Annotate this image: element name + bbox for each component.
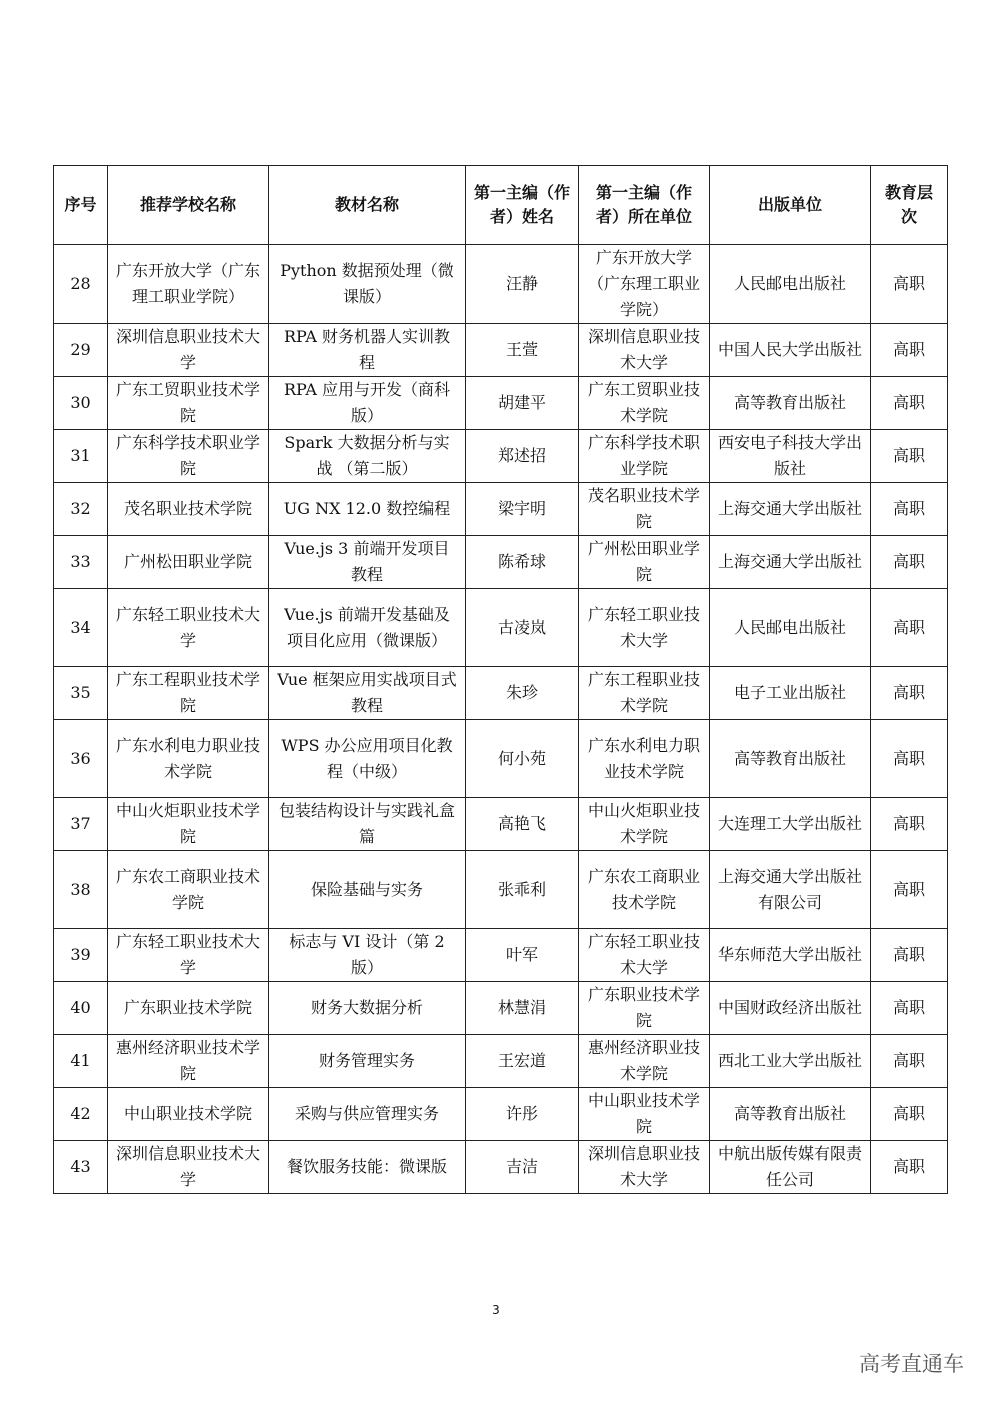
- cell-textbook: 标志与 VI 设计（第 2 版）: [269, 929, 466, 982]
- cell-publisher: 西安电子科技大学出版社: [710, 430, 871, 483]
- table-row: [54, 430, 948, 483]
- cell-editor-unit: 茂名职业技术学院: [579, 483, 710, 536]
- cell-index: 41: [54, 1035, 108, 1088]
- cell-editor: 王宏道: [466, 1035, 579, 1088]
- cell-editor-unit: 深圳信息职业技术大学: [579, 324, 710, 377]
- cell-school: 深圳信息职业技术大学: [108, 1141, 269, 1194]
- cell-publisher: 高等教育出版社: [710, 377, 871, 430]
- cell-editor: 古凌岚: [466, 589, 579, 667]
- cell-textbook: 财务大数据分析: [269, 982, 466, 1035]
- watermark: 高考直通车: [859, 1352, 964, 1376]
- cell-school: 广东科学技术职业学院: [108, 430, 269, 483]
- cell-index: 28: [54, 245, 108, 324]
- header-textbook: 教材名称: [269, 166, 466, 245]
- cell-index: 34: [54, 589, 108, 667]
- cell-editor: 郑述招: [466, 430, 579, 483]
- cell-editor-unit: 广州松田职业学院: [579, 536, 710, 589]
- cell-editor-unit: 广东农工商职业技术学院: [579, 851, 710, 929]
- cell-school: 深圳信息职业技术大学: [108, 324, 269, 377]
- cell-school: 中山火炬职业技术学院: [108, 798, 269, 851]
- cell-textbook: Python 数据预处理（微课版）: [269, 245, 466, 324]
- cell-textbook: Spark 大数据分析与实战 （第二版）: [269, 430, 466, 483]
- cell-school: 中山职业技术学院: [108, 1088, 269, 1141]
- header-editor-unit: 第一主编（作者）所在单位: [579, 166, 710, 245]
- cell-publisher: 人民邮电出版社: [710, 589, 871, 667]
- cell-textbook: Vue 框架应用实战项目式教程: [269, 667, 466, 720]
- page-number: 3: [492, 1303, 500, 1317]
- table-row: [54, 1035, 948, 1088]
- cell-editor-unit: 广东科学技术职业学院: [579, 430, 710, 483]
- cell-editor: 吉洁: [466, 1141, 579, 1194]
- cell-editor: 汪静: [466, 245, 579, 324]
- cell-school: 广东农工商职业技术学院: [108, 851, 269, 929]
- cell-level: 高职: [871, 1088, 948, 1141]
- cell-publisher: 华东师范大学出版社: [710, 929, 871, 982]
- cell-publisher: 上海交通大学出版社有限公司: [710, 851, 871, 929]
- table-row: [54, 377, 948, 430]
- cell-textbook: 保险基础与实务: [269, 851, 466, 929]
- cell-editor: 林慧涓: [466, 982, 579, 1035]
- cell-level: 高职: [871, 589, 948, 667]
- cell-publisher: 大连理工大学出版社: [710, 798, 871, 851]
- cell-publisher: 人民邮电出版社: [710, 245, 871, 324]
- header-editor: 第一主编（作者）姓名: [466, 166, 579, 245]
- cell-index: 36: [54, 720, 108, 798]
- header-publisher: 出版单位: [710, 166, 871, 245]
- cell-textbook: 餐饮服务技能：微课版: [269, 1141, 466, 1194]
- cell-publisher: 西北工业大学出版社: [710, 1035, 871, 1088]
- cell-level: 高职: [871, 377, 948, 430]
- cell-index: 33: [54, 536, 108, 589]
- table-row: [54, 982, 948, 1035]
- cell-school: 茂名职业技术学院: [108, 483, 269, 536]
- cell-editor-unit: 广东工程职业技术学院: [579, 667, 710, 720]
- cell-editor-unit: 广东水利电力职业技术学院: [579, 720, 710, 798]
- cell-editor-unit: 广东轻工职业技术大学: [579, 929, 710, 982]
- cell-school: 广州松田职业学院: [108, 536, 269, 589]
- cell-editor: 许彤: [466, 1088, 579, 1141]
- cell-index: 32: [54, 483, 108, 536]
- table-row: [54, 798, 948, 851]
- cell-editor: 张乖利: [466, 851, 579, 929]
- cell-publisher: 电子工业出版社: [710, 667, 871, 720]
- cell-school: 惠州经济职业技术学院: [108, 1035, 269, 1088]
- cell-publisher: 上海交通大学出版社: [710, 483, 871, 536]
- header-school: 推荐学校名称: [108, 166, 269, 245]
- cell-editor-unit: 广东轻工职业技术大学: [579, 589, 710, 667]
- cell-editor-unit: 广东职业技术学院: [579, 982, 710, 1035]
- cell-level: 高职: [871, 430, 948, 483]
- header-index: 序号: [54, 166, 108, 245]
- cell-index: 35: [54, 667, 108, 720]
- cell-textbook: RPA 应用与开发（商科版）: [269, 377, 466, 430]
- cell-textbook: Vue.js 3 前端开发项目教程: [269, 536, 466, 589]
- cell-editor: 梁宇明: [466, 483, 579, 536]
- cell-level: 高职: [871, 720, 948, 798]
- cell-index: 30: [54, 377, 108, 430]
- cell-level: 高职: [871, 1141, 948, 1194]
- table-row: [54, 667, 948, 720]
- cell-level: 高职: [871, 483, 948, 536]
- cell-index: 31: [54, 430, 108, 483]
- cell-index: 43: [54, 1141, 108, 1194]
- cell-level: 高职: [871, 982, 948, 1035]
- cell-textbook: RPA 财务机器人实训教程: [269, 324, 466, 377]
- cell-editor-unit: 惠州经济职业技术学院: [579, 1035, 710, 1088]
- cell-level: 高职: [871, 324, 948, 377]
- cell-textbook: Vue.js 前端开发基础及项目化应用（微课版）: [269, 589, 466, 667]
- table-row: [54, 1088, 948, 1141]
- cell-editor: 王萱: [466, 324, 579, 377]
- cell-level: 高职: [871, 929, 948, 982]
- table-header-row: [54, 166, 948, 245]
- cell-publisher: 上海交通大学出版社: [710, 536, 871, 589]
- table-row: [54, 720, 948, 798]
- cell-editor: 何小苑: [466, 720, 579, 798]
- table-row: [54, 589, 948, 667]
- header-level: 教育层次: [871, 166, 948, 245]
- cell-index: 29: [54, 324, 108, 377]
- cell-publisher: 中航出版传媒有限责任公司: [710, 1141, 871, 1194]
- cell-index: 38: [54, 851, 108, 929]
- cell-editor-unit: 中山火炬职业技术学院: [579, 798, 710, 851]
- textbook-table: [53, 165, 948, 1194]
- cell-textbook: 财务管理实务: [269, 1035, 466, 1088]
- cell-school: 广东轻工职业技术大学: [108, 929, 269, 982]
- table-row: [54, 483, 948, 536]
- table-row: [54, 245, 948, 324]
- cell-school: 广东职业技术学院: [108, 982, 269, 1035]
- cell-editor: 高艳飞: [466, 798, 579, 851]
- cell-textbook: WPS 办公应用项目化教程（中级）: [269, 720, 466, 798]
- cell-level: 高职: [871, 1035, 948, 1088]
- cell-editor-unit: 广东工贸职业技术学院: [579, 377, 710, 430]
- table-row: [54, 1141, 948, 1194]
- cell-textbook: 包装结构设计与实践礼盒篇: [269, 798, 466, 851]
- cell-editor-unit: 深圳信息职业技术大学: [579, 1141, 710, 1194]
- cell-level: 高职: [871, 851, 948, 929]
- cell-editor: 朱珍: [466, 667, 579, 720]
- table-row: [54, 929, 948, 982]
- cell-school: 广东水利电力职业技术学院: [108, 720, 269, 798]
- cell-editor: 叶军: [466, 929, 579, 982]
- cell-publisher: 高等教育出版社: [710, 1088, 871, 1141]
- cell-textbook: UG NX 12.0 数控编程: [269, 483, 466, 536]
- table-body: [54, 245, 948, 1194]
- cell-publisher: 中国人民大学出版社: [710, 324, 871, 377]
- table-row: [54, 324, 948, 377]
- cell-level: 高职: [871, 536, 948, 589]
- cell-editor: 胡建平: [466, 377, 579, 430]
- table-row: [54, 851, 948, 929]
- cell-publisher: 高等教育出版社: [710, 720, 871, 798]
- cell-school: 广东轻工职业技术大学: [108, 589, 269, 667]
- cell-index: 42: [54, 1088, 108, 1141]
- table-row: [54, 536, 948, 589]
- cell-editor-unit: 广东开放大学（广东理工职业学院）: [579, 245, 710, 324]
- cell-school: 广东开放大学（广东理工职业学院）: [108, 245, 269, 324]
- cell-level: 高职: [871, 798, 948, 851]
- cell-level: 高职: [871, 667, 948, 720]
- cell-school: 广东工贸职业技术学院: [108, 377, 269, 430]
- cell-index: 39: [54, 929, 108, 982]
- cell-editor: 陈希球: [466, 536, 579, 589]
- cell-editor-unit: 中山职业技术学院: [579, 1088, 710, 1141]
- cell-publisher: 中国财政经济出版社: [710, 982, 871, 1035]
- cell-school: 广东工程职业技术学院: [108, 667, 269, 720]
- cell-level: 高职: [871, 245, 948, 324]
- cell-index: 37: [54, 798, 108, 851]
- cell-textbook: 采购与供应管理实务: [269, 1088, 466, 1141]
- cell-index: 40: [54, 982, 108, 1035]
